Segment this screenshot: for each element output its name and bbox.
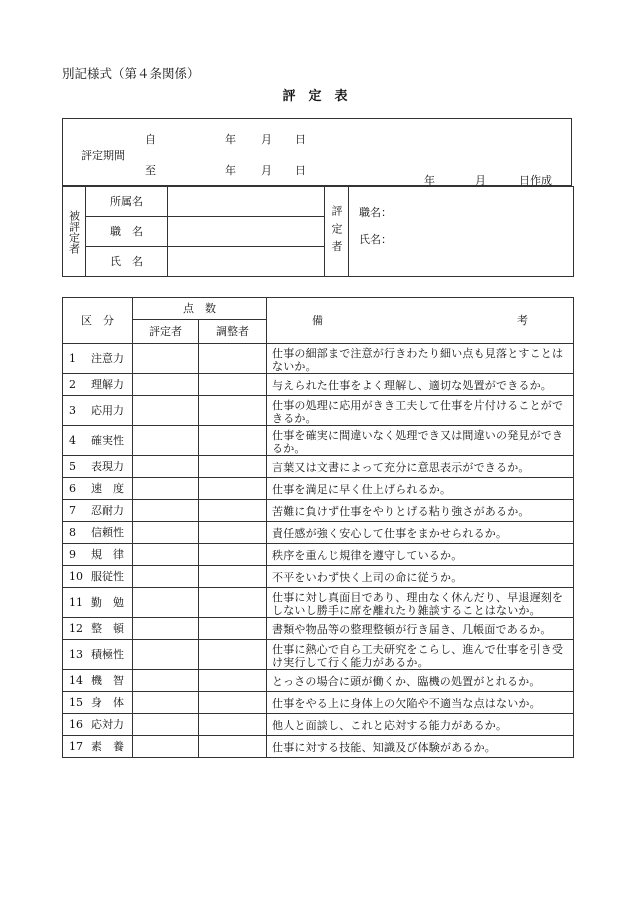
table-row — [63, 544, 574, 566]
item-cell — [63, 714, 133, 736]
item-cell — [63, 566, 133, 588]
table-row — [63, 640, 574, 670]
evaluator-score-cell[interactable] — [133, 640, 199, 670]
item-number: 8 — [69, 526, 76, 539]
to-year-field[interactable]: 年 — [225, 164, 236, 177]
table-row — [63, 736, 574, 758]
table-row — [63, 500, 574, 522]
form-header-label: 別記様式（第４条関係） — [62, 66, 200, 81]
evaluator-position-label: 職名： — [359, 206, 392, 219]
remark-cell: 与えられた仕事をよく理解し、適切な処置ができるか。 — [267, 374, 574, 396]
adjuster-score-cell[interactable] — [199, 618, 267, 640]
remark-cell: 不平をいわず快く上司の命に従うか。 — [267, 566, 574, 588]
item-name: 整 頓 — [91, 622, 124, 635]
created-day-field[interactable]: 日作成 — [519, 174, 552, 187]
item-cell — [63, 692, 133, 714]
from-year-field[interactable]: 年 — [225, 133, 236, 146]
evaluator-score-cell[interactable] — [133, 426, 199, 456]
position-field[interactable] — [168, 217, 325, 247]
adjuster-score-cell[interactable] — [199, 500, 267, 522]
evaluator-score-cell[interactable] — [133, 736, 199, 758]
item-cell — [63, 374, 133, 396]
evaluator-score-cell[interactable] — [133, 522, 199, 544]
item-name: 応対力 — [91, 718, 124, 731]
table-row — [63, 426, 574, 456]
table-row — [63, 692, 574, 714]
item-number: 10 — [69, 570, 83, 583]
remark-cell: 仕事の処理に応用がきき工夫して仕事を片付けることができるか。 — [267, 396, 574, 426]
evaluator-group-label: 評定者 — [325, 187, 349, 277]
table-row — [63, 566, 574, 588]
table-row — [63, 714, 574, 736]
item-number: 13 — [69, 648, 83, 661]
adjuster-score-cell[interactable] — [199, 456, 267, 478]
form-title: 評 定 表 — [282, 89, 348, 104]
item-name: 素 養 — [91, 740, 124, 753]
period-label: 評定期間 — [81, 149, 125, 162]
table-row — [63, 456, 574, 478]
adjuster-score-cell[interactable] — [199, 374, 267, 396]
score-table — [62, 297, 574, 758]
evaluator-score-cell[interactable] — [133, 500, 199, 522]
evaluator-score-cell[interactable] — [133, 714, 199, 736]
remark-cell: 仕事に対し真面目であり、理由なく休んだり、早退遅刻をしないし勝手に席を離れたり雑談することはないか。 — [267, 588, 574, 618]
item-cell — [63, 478, 133, 500]
table-row — [63, 396, 574, 426]
item-number: 1 — [69, 352, 76, 365]
position-label: 職 名 — [86, 217, 168, 247]
period-to-label: 至 — [145, 164, 156, 177]
adjuster-score-cell[interactable] — [199, 426, 267, 456]
remarks-header-right: 考 — [517, 314, 528, 327]
item-name: 服従性 — [91, 570, 124, 583]
affiliation-label: 所属名 — [86, 187, 168, 217]
item-number: 11 — [69, 596, 83, 609]
item-cell — [63, 500, 133, 522]
item-name: 規 律 — [91, 548, 124, 561]
item-cell — [63, 426, 133, 456]
item-number: 2 — [69, 378, 76, 391]
evaluator-score-cell[interactable] — [133, 692, 199, 714]
remark-cell: 苦難に負けず仕事をやりとげる粘り強さがあるか。 — [267, 500, 574, 522]
item-name: 積極性 — [91, 648, 124, 661]
evaluator-score-cell[interactable] — [133, 588, 199, 618]
item-cell — [63, 588, 133, 618]
evaluator-name-label: 氏名： — [359, 233, 392, 246]
evaluator-score-cell[interactable] — [133, 374, 199, 396]
item-number: 17 — [69, 740, 83, 753]
adjuster-score-cell[interactable] — [199, 522, 267, 544]
table-row — [63, 478, 574, 500]
remark-cell: 仕事に熱心で自ら工夫研究をこらし、進んで仕事を引き受け実行して行く能力があるか。 — [267, 640, 574, 670]
adjuster-score-cell[interactable] — [199, 544, 267, 566]
item-cell — [63, 456, 133, 478]
item-name: 理解力 — [91, 378, 124, 391]
adjuster-score-cell[interactable] — [199, 566, 267, 588]
item-number: 7 — [69, 504, 76, 517]
item-cell — [63, 396, 133, 426]
adjuster-score-cell[interactable] — [199, 396, 267, 426]
item-number: 16 — [69, 718, 83, 731]
evaluator-score-cell[interactable] — [133, 456, 199, 478]
adjuster-score-cell[interactable] — [199, 478, 267, 500]
to-day-field[interactable]: 日 — [295, 164, 306, 177]
name-field[interactable] — [168, 247, 325, 277]
subject-group-label: 被評定者 — [63, 187, 86, 277]
period-box — [62, 118, 572, 186]
remark-cell: 仕事の細部まで注意が行きわたり細い点も見落とすことはないか。 — [267, 344, 574, 374]
table-row — [63, 618, 574, 640]
adjuster-score-cell[interactable] — [199, 714, 267, 736]
name-label: 氏 名 — [86, 247, 168, 277]
item-number: 5 — [69, 460, 76, 473]
evaluator-score-cell[interactable] — [133, 566, 199, 588]
remark-cell: 責任感が強く安心して仕事をまかせられるか。 — [267, 522, 574, 544]
category-header: 区 分 — [63, 298, 133, 344]
item-number: 3 — [69, 404, 76, 417]
created-year-field[interactable]: 年 — [424, 174, 435, 187]
item-number: 15 — [69, 696, 83, 709]
from-month-field[interactable]: 月 — [261, 133, 272, 146]
item-number: 9 — [69, 548, 76, 561]
remark-cell: 言葉又は文書によって充分に意思表示ができるか。 — [267, 456, 574, 478]
item-name: 忍耐力 — [91, 504, 124, 517]
remark-cell: 仕事をやる上に身体上の欠陥や不適当な点はないか。 — [267, 692, 574, 714]
table-row — [63, 344, 574, 374]
item-name: 機 智 — [91, 674, 124, 687]
item-name: 確実性 — [91, 434, 124, 447]
item-name: 注意力 — [91, 352, 124, 365]
evaluator-score-cell[interactable] — [133, 670, 199, 692]
to-month-field[interactable]: 月 — [261, 164, 272, 177]
adjuster-score-cell[interactable] — [199, 692, 267, 714]
adjuster-header: 調整者 — [199, 320, 267, 344]
item-name: 身 体 — [91, 696, 124, 709]
item-number: 12 — [69, 622, 83, 635]
item-cell — [63, 618, 133, 640]
remark-cell: 他人と面談し、これと応対する能力があるか。 — [267, 714, 574, 736]
evaluator-info[interactable] — [349, 187, 574, 277]
affiliation-field[interactable] — [168, 187, 325, 217]
adjuster-score-cell[interactable] — [199, 640, 267, 670]
item-name: 勤 勉 — [91, 596, 124, 609]
remark-cell: 秩序を重んじ規律を遵守しているか。 — [267, 544, 574, 566]
remark-cell: 仕事を満足に早く仕上げられるか。 — [267, 478, 574, 500]
period-from-label: 自 — [145, 133, 156, 146]
table-row — [63, 588, 574, 618]
subject-table — [62, 186, 574, 277]
evaluator-score-cell[interactable] — [133, 344, 199, 374]
item-name: 信頼性 — [91, 526, 124, 539]
item-name: 速 度 — [91, 482, 124, 495]
evaluator-score-cell[interactable] — [133, 396, 199, 426]
remark-cell: 仕事に対する技能、知識及び体験があるか。 — [267, 736, 574, 758]
item-name: 応用力 — [91, 404, 124, 417]
table-row — [63, 670, 574, 692]
item-number: 4 — [69, 434, 76, 447]
from-day-field[interactable]: 日 — [295, 133, 306, 146]
evaluator-score-cell[interactable] — [133, 478, 199, 500]
evaluator-header: 評定者 — [133, 320, 199, 344]
remark-cell: 仕事を確実に間違いなく処理でき又は間違いの発見ができるか。 — [267, 426, 574, 456]
remark-cell: とっさの場合に頭が働くか、臨機の処置がとれるか。 — [267, 670, 574, 692]
remark-cell: 書類や物品等の整理整頓が行き届き、几帳面であるか。 — [267, 618, 574, 640]
adjuster-score-cell[interactable] — [199, 344, 267, 374]
adjuster-score-cell[interactable] — [199, 670, 267, 692]
adjuster-score-cell[interactable] — [199, 588, 267, 618]
remarks-header-left: 備 — [312, 314, 323, 327]
evaluator-score-cell[interactable] — [133, 544, 199, 566]
item-name: 表現力 — [91, 460, 124, 473]
created-month-field[interactable]: 月 — [475, 174, 486, 187]
item-cell — [63, 640, 133, 670]
item-cell — [63, 544, 133, 566]
item-cell — [63, 344, 133, 374]
evaluator-score-cell[interactable] — [133, 618, 199, 640]
points-header: 点 数 — [133, 298, 267, 320]
table-row — [63, 374, 574, 396]
item-cell — [63, 736, 133, 758]
adjuster-score-cell[interactable] — [199, 736, 267, 758]
item-cell — [63, 670, 133, 692]
table-row — [63, 522, 574, 544]
item-number: 6 — [69, 482, 76, 495]
item-cell — [63, 522, 133, 544]
item-number: 14 — [69, 674, 83, 687]
remarks-header — [267, 298, 574, 344]
